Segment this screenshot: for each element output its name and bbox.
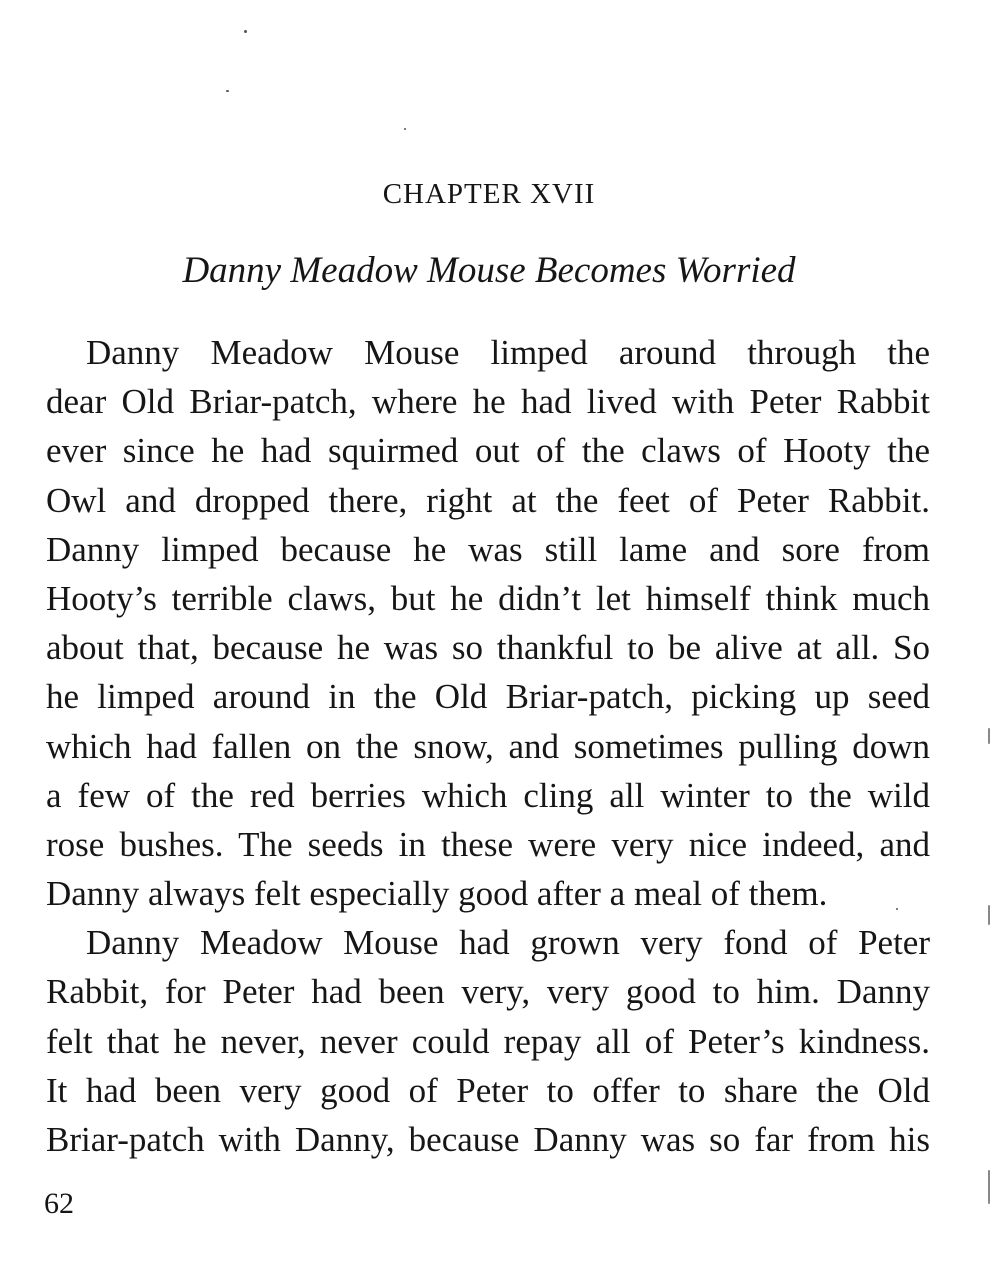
text-line: he limped around in the Old Briar-patch, picking up seed: [46, 677, 930, 717]
page-number: 62: [44, 1187, 74, 1220]
text-line: a few of the red berries which cling all winter to the wild: [46, 775, 930, 815]
scan-speck: [988, 905, 990, 925]
text-line: ever since he had squirmed out of the claws of Hooty the: [46, 431, 930, 471]
body-text: [46, 328, 930, 1164]
chapter-title: Danny Meadow Mouse Becomes Worried: [182, 250, 796, 291]
text-line: Danny Meadow Mouse had grown very fond of Peter: [86, 923, 930, 963]
text-line: Danny always felt especially good after a meal of them.: [46, 874, 828, 914]
text-line: Owl and dropped there, right at the feet of Peter Rabbit.: [46, 480, 930, 520]
paragraph-2: [46, 918, 930, 1164]
text-line: Danny Meadow Mouse limped around through the: [86, 333, 930, 372]
scan-speck: [988, 728, 990, 744]
text-line: felt that he never, never could repay all of Peter’s kindness.: [46, 1021, 930, 1061]
scan-speck: [226, 90, 229, 92]
scan-speck: [896, 908, 898, 910]
paragraph-1: [46, 328, 930, 918]
text-line: Danny limped because he was still lame and sore from: [46, 529, 930, 569]
text-line: about that, because he was so thankful to be alive at all. So: [46, 628, 930, 668]
text-line: It had been very good of Peter to offer to share the Old: [46, 1070, 930, 1110]
text-line: which had fallen on the snow, and sometimes pulling down: [46, 726, 930, 766]
text-line: Rabbit, for Peter had been very, very good to him. Danny: [46, 972, 930, 1012]
scan-speck: [404, 128, 406, 130]
text-line: Briar-patch with Danny, because Danny was so far from his: [46, 1120, 930, 1159]
text-line: dear Old Briar-patch, where he had lived with Peter Rabbit: [46, 382, 930, 422]
scan-speck: [988, 1170, 990, 1204]
text-line: Hooty’s terrible claws, but he didn’t let himself think much: [46, 578, 930, 618]
scan-speck: [244, 30, 247, 33]
chapter-number: CHAPTER XVII: [382, 178, 596, 210]
text-line: rose bushes. The seeds in these were very nice indeed, and: [46, 824, 930, 864]
